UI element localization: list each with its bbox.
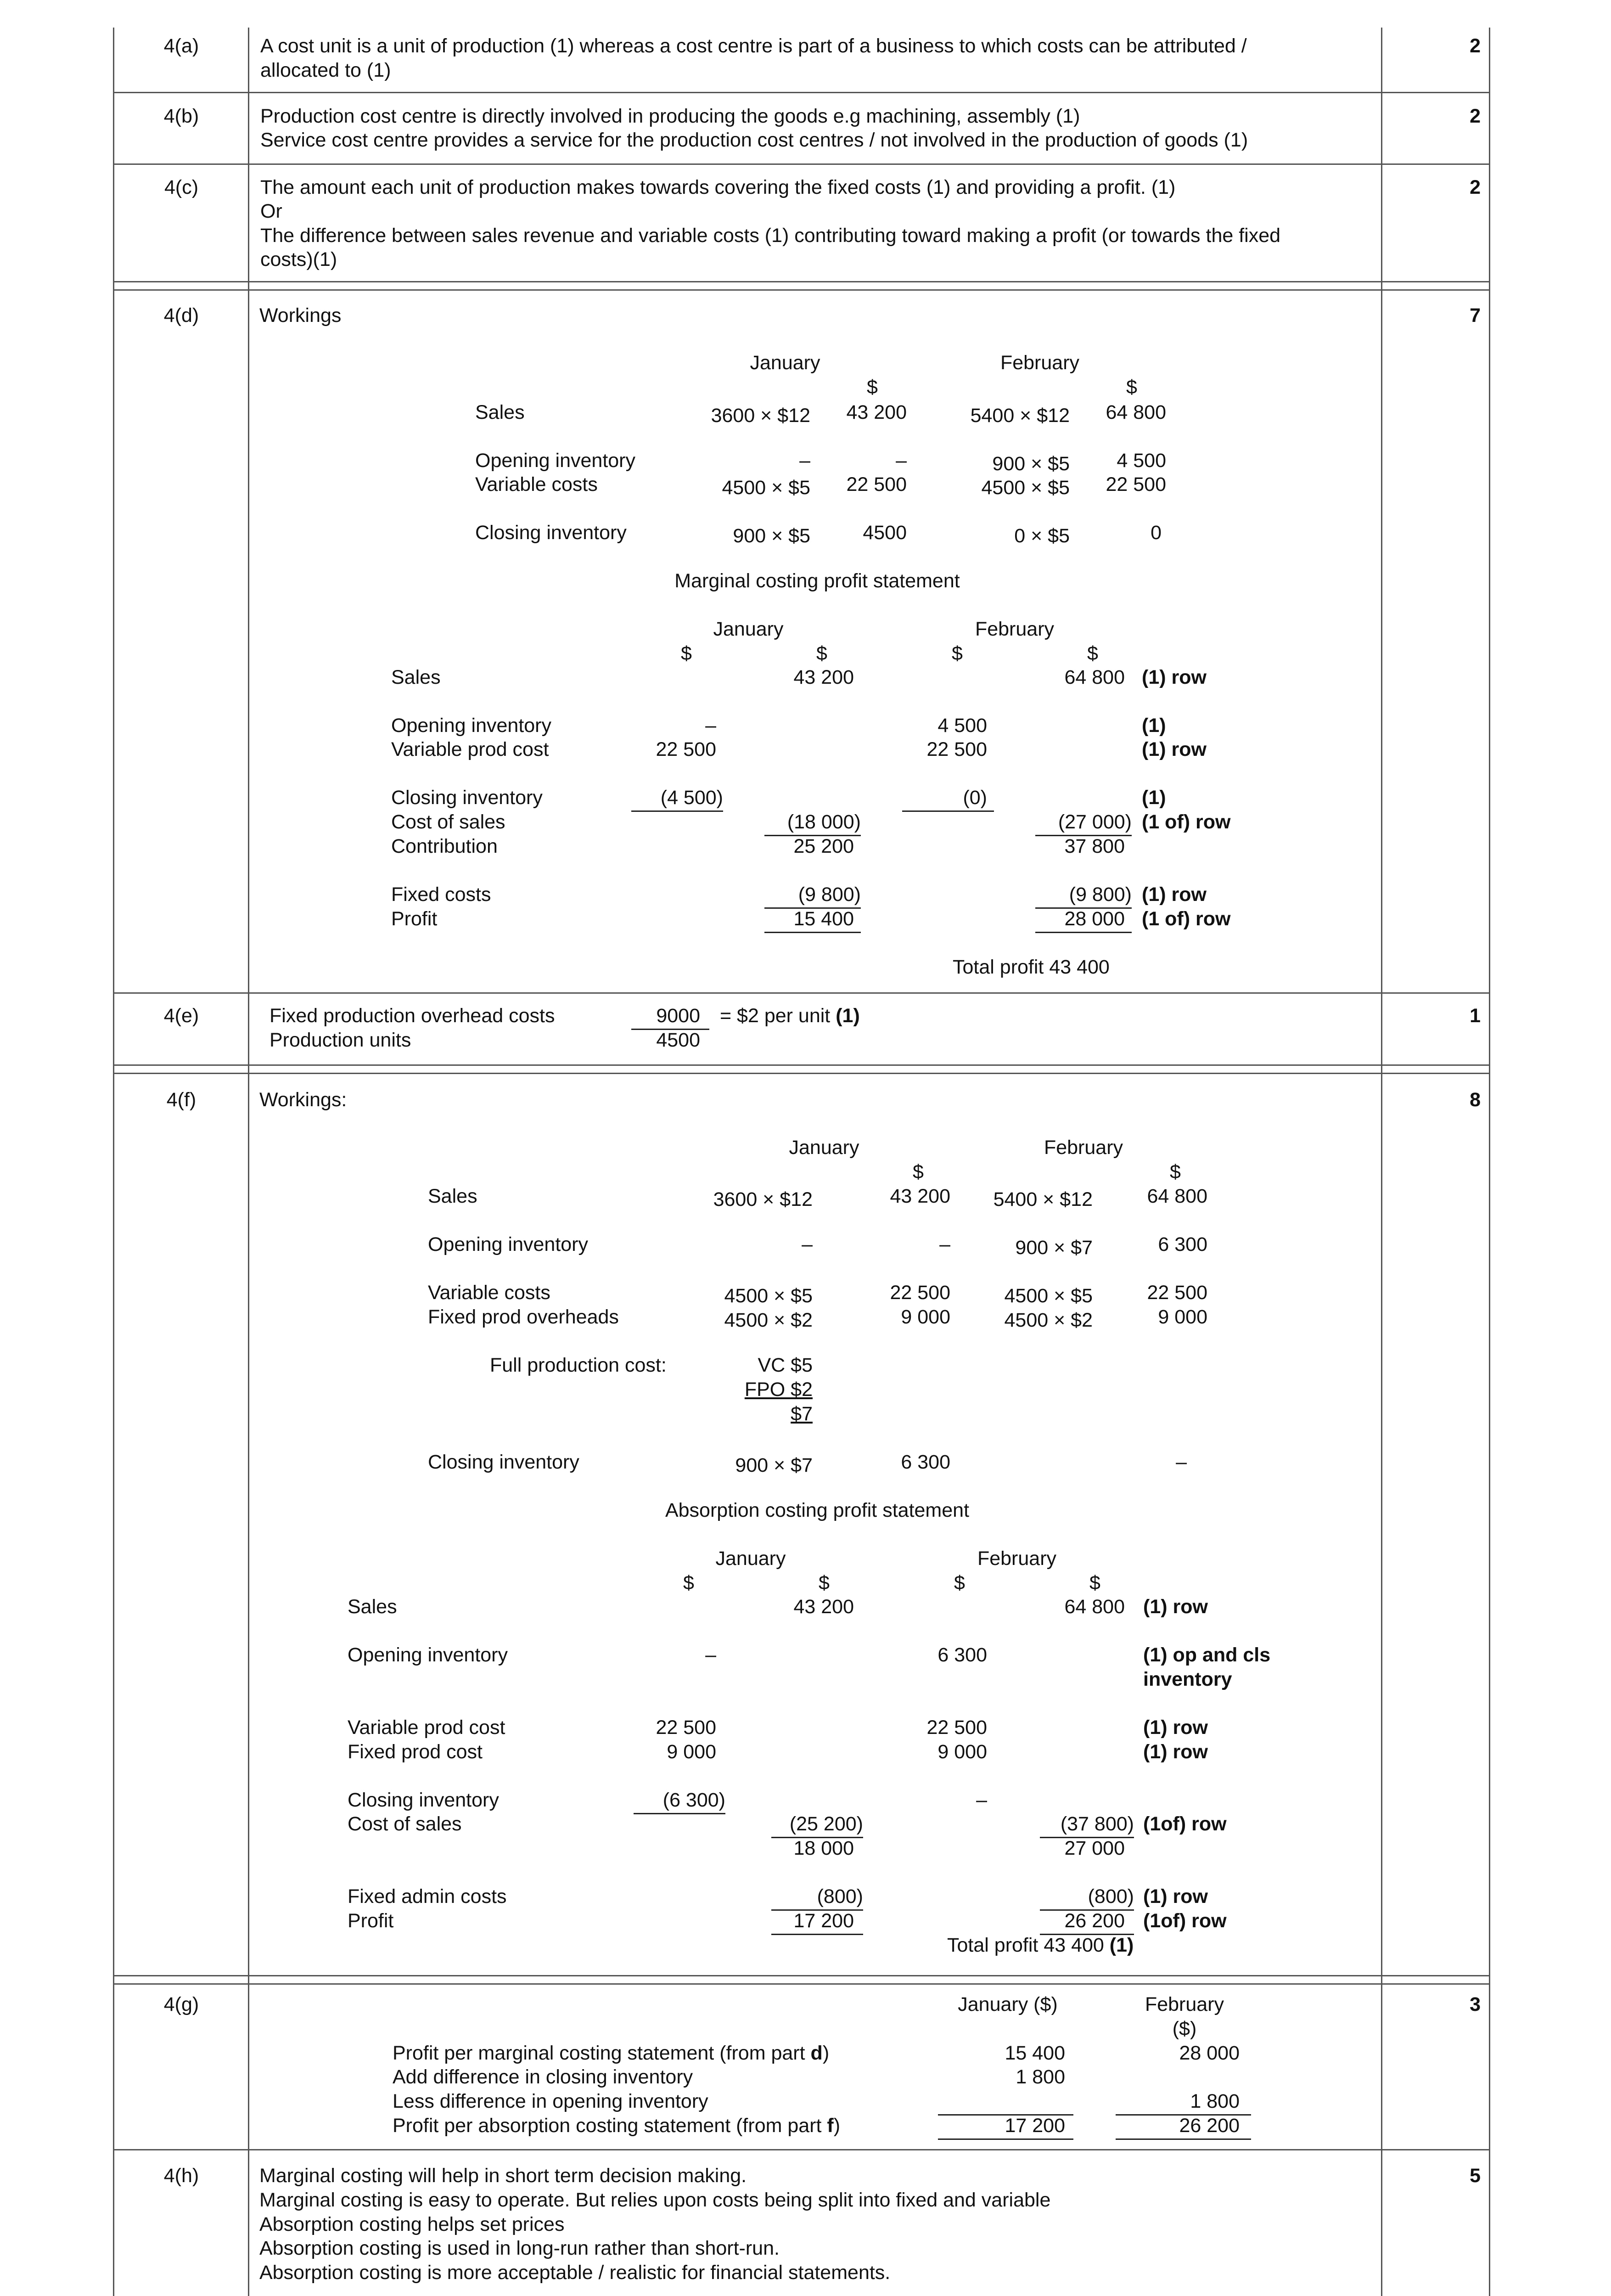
reconciliation-row: Less difference in opening inventory [393, 2090, 708, 2112]
mark-annotation: inventory [1143, 1668, 1232, 1690]
row-label: Fixed costs [391, 884, 491, 906]
row-divider [113, 289, 1490, 291]
value-cell: 0 [1151, 522, 1162, 544]
col-header-february: ($) [1172, 2018, 1197, 2040]
underline [771, 1934, 863, 1935]
total-profit: Total profit 43 400 [953, 956, 1110, 978]
currency-symbol: $ [954, 1572, 965, 1594]
value-cell: 64 800 [1106, 401, 1166, 423]
calc-cell: – [799, 450, 810, 472]
value-cell: 22 500 [890, 1282, 950, 1304]
row-label: Closing inventory [428, 1451, 579, 1473]
statement-title: Absorption costing profit statement [665, 1499, 970, 1521]
value-cell: 22 500 [656, 1716, 716, 1739]
answer-text: Absorption costing is more acceptable / realistic for financial statements. [259, 2262, 891, 2284]
currency-symbol: $ [1170, 1161, 1181, 1183]
value-cell: 64 800 [1147, 1185, 1207, 1207]
value-cell: 1 800 [1190, 2090, 1240, 2112]
question-number: 4(e) [163, 1005, 199, 1027]
mark-annotation: (1) [1142, 715, 1166, 737]
col-divider-question [248, 28, 249, 2296]
value-cell: 18 000 [793, 1837, 854, 1859]
calc-cell: 5400 × $12 [970, 405, 1070, 427]
calc-cell: 900 × $7 [1015, 1237, 1093, 1259]
value-cell: 37 800 [1064, 835, 1125, 857]
underline [938, 2138, 1073, 2140]
outer-left-border [113, 28, 114, 2296]
answer-text: costs)(1) [260, 248, 337, 270]
mark-annotation: (1) row [1143, 1741, 1208, 1763]
value-cell: 28 000 [1179, 2042, 1240, 2064]
value-cell: 25 200 [793, 835, 854, 857]
value-cell: (25 200) [789, 1813, 863, 1835]
value-cell: – [939, 1233, 950, 1255]
marks-value: 5 [1470, 2165, 1481, 2187]
value-cell: (4 500) [660, 787, 723, 809]
value-cell: (18 000) [787, 811, 861, 833]
mark-annotation: (1) row [1143, 1885, 1208, 1908]
col-header-january: January [713, 618, 784, 640]
calc-cell: 4500 × $2 [1004, 1309, 1093, 1331]
calc-cell: 4500 × $2 [724, 1309, 813, 1331]
value-cell: – [1176, 1451, 1187, 1473]
mark-annotation: (1) row [1142, 884, 1207, 906]
question-number: 4(a) [163, 35, 199, 57]
numerator: 9000 [656, 1005, 700, 1027]
value-cell: 27 000 [1064, 1837, 1125, 1859]
calc-cell: 4500 × $5 [724, 1285, 813, 1307]
underline [631, 810, 723, 812]
row-label: Profit [391, 908, 438, 930]
answer-text: The difference between sales revenue and variable costs (1) contributing toward making a profit (or towards the fixed [260, 225, 1281, 247]
row-label: Sales [428, 1185, 477, 1207]
denominator: 4500 [656, 1029, 700, 1051]
value-cell: – [896, 450, 907, 472]
mark-annotation: (1 of) row [1142, 811, 1231, 833]
answer-text: allocated to (1) [260, 59, 391, 81]
currency-symbol: $ [952, 642, 963, 664]
mark-annotation: (1) op and cls [1143, 1644, 1271, 1666]
workings-heading: Workings [259, 304, 342, 326]
value-cell: 4500 [863, 522, 907, 544]
row-divider [113, 92, 1490, 93]
value-cell: 9 000 [667, 1741, 716, 1763]
marks-value: 7 [1470, 304, 1481, 326]
value-cell: 22 500 [926, 1716, 987, 1739]
reconciliation-row: Add difference in closing inventory [393, 2066, 693, 2088]
total-profit: Total profit 43 400 (1) [947, 1934, 1134, 1956]
row-label: Opening inventory [428, 1233, 588, 1255]
value-cell: 28 000 [1064, 908, 1125, 930]
marks-value: 1 [1470, 1005, 1481, 1027]
col-header-january: January ($) [958, 1993, 1058, 2015]
currency-symbol: $ [867, 376, 878, 398]
value-cell: 4 500 [937, 715, 987, 737]
value-cell: 15 400 [793, 908, 854, 930]
value-cell: 1 800 [1016, 2066, 1065, 2088]
cost-breakdown: FPO $2 [744, 1379, 813, 1401]
row-label: Opening inventory [391, 715, 551, 737]
row-label: Sales [348, 1596, 397, 1618]
mark-annotation: (1) row [1143, 1716, 1208, 1739]
mark-annotation: (1) row [1142, 666, 1207, 688]
value-cell: (0) [963, 787, 987, 809]
answer-text: Absorption costing helps set prices [259, 2213, 565, 2235]
cost-breakdown: $7 [791, 1403, 813, 1425]
row-label: Closing inventory [391, 787, 543, 809]
calc-cell: 0 × $5 [1014, 525, 1070, 547]
row-label: Cost of sales [348, 1813, 462, 1835]
value-cell: (9 800) [1069, 884, 1132, 906]
row-label: Variable costs [475, 473, 598, 495]
value-cell: 15 400 [1005, 2042, 1065, 2064]
mark-annotation: (1of) row [1143, 1910, 1227, 1932]
answer-text: Marginal costing will help in short term decision making. [259, 2165, 747, 2187]
row-label: Cost of sales [391, 811, 505, 833]
col-header-february: February [1000, 352, 1080, 374]
question-number: 4(d) [163, 304, 199, 326]
value-cell: 6 300 [901, 1451, 950, 1473]
mark-annotation: (1 of) row [1142, 908, 1231, 930]
answer-text: Marginal costing is easy to operate. But relies upon costs being split into fixed and variable [259, 2189, 1051, 2211]
underline [1116, 2138, 1251, 2140]
row-label: Fixed admin costs [348, 1885, 507, 1908]
value-cell: 26 200 [1179, 2115, 1240, 2137]
col-header-february: February [977, 1548, 1057, 1570]
currency-symbol: $ [816, 642, 827, 664]
question-number: 4(c) [164, 176, 199, 198]
marks-value: 2 [1470, 35, 1481, 57]
row-label: Profit [348, 1910, 394, 1932]
row-divider [113, 2149, 1490, 2150]
row-divider [113, 1064, 1490, 1066]
value-cell: 22 500 [656, 738, 716, 760]
cost-breakdown: VC $5 [758, 1354, 813, 1376]
row-label: Sales [475, 401, 525, 423]
currency-symbol: $ [683, 1572, 694, 1594]
answer-text: Or [260, 200, 282, 222]
col-header-february: February [1145, 1993, 1224, 2015]
row-label: Opening inventory [348, 1644, 508, 1666]
row-divider [113, 1975, 1490, 1976]
value-cell: 6 300 [937, 1644, 987, 1666]
col-header-january: January [750, 352, 820, 374]
underline [902, 810, 994, 812]
full-production-cost-label: Full production cost: [490, 1354, 667, 1376]
value-cell: – [705, 715, 716, 737]
formula-label: Production units [269, 1029, 411, 1051]
mark-annotation: (1of) row [1143, 1813, 1227, 1835]
value-cell: 17 200 [1005, 2115, 1065, 2137]
value-cell: – [705, 1644, 716, 1666]
calc-cell: – [802, 1233, 813, 1255]
value-cell: (800) [1088, 1885, 1134, 1908]
col-header-february: February [1044, 1137, 1123, 1159]
col-header-february: February [975, 618, 1055, 640]
value-cell: (800) [817, 1885, 863, 1908]
value-cell: 6 300 [1158, 1233, 1207, 1255]
currency-symbol: $ [819, 1572, 830, 1594]
value-cell: 4 500 [1117, 450, 1166, 472]
value-cell: (37 800) [1060, 1813, 1134, 1835]
calc-cell: 3600 × $12 [713, 1188, 813, 1210]
value-cell: (9 800) [798, 884, 861, 906]
value-cell: 22 500 [926, 738, 987, 760]
marks-value: 3 [1470, 1993, 1481, 2015]
col-header-january: January [789, 1137, 859, 1159]
calc-cell: 5400 × $12 [993, 1188, 1093, 1210]
value-cell: – [976, 1789, 987, 1811]
formula-result: = $2 per unit (1) [720, 1005, 860, 1027]
formula-label: Fixed production overhead costs [269, 1005, 555, 1027]
value-cell: 9 000 [937, 1741, 987, 1763]
question-number: 4(g) [163, 1993, 199, 2015]
mark-annotation: (1) [1142, 787, 1166, 809]
calc-cell: 4500 × $5 [1004, 1285, 1093, 1307]
row-label: Variable costs [428, 1282, 550, 1304]
value-cell: (6 300) [662, 1789, 725, 1811]
value-cell: 22 500 [1147, 1282, 1207, 1304]
row-label: Variable prod cost [348, 1716, 505, 1739]
value-cell: 43 200 [793, 666, 854, 688]
reconciliation-row: Profit per marginal costing statement (from part d) [393, 2042, 830, 2064]
value-cell: 64 800 [1064, 1596, 1125, 1618]
row-divider [113, 1073, 1490, 1074]
marks-value: 8 [1470, 1089, 1481, 1111]
calc-cell: 4500 × $5 [722, 477, 810, 499]
outer-right-border [1489, 28, 1490, 2296]
row-divider [113, 281, 1490, 282]
question-number: 4(b) [163, 105, 199, 127]
calc-cell: 900 × $7 [735, 1454, 813, 1476]
value-cell: 9 000 [1158, 1306, 1207, 1328]
row-divider [113, 163, 1490, 165]
reconciliation-row: Profit per absorption costing statement (from part f) [393, 2115, 841, 2137]
workings-heading: Workings: [259, 1089, 347, 1111]
value-cell: 22 500 [1106, 473, 1166, 495]
currency-symbol: $ [1126, 376, 1137, 398]
answer-text: Service cost centre provides a service for the production cost centres / not involved in the production of goods (1) [260, 129, 1248, 151]
value-cell: 17 200 [793, 1910, 854, 1932]
underline [634, 1813, 725, 1814]
row-label: Fixed prod cost [348, 1741, 483, 1763]
answer-text: A cost unit is a unit of production (1) whereas a cost centre is part of a business to which costs can be attributed / [260, 35, 1247, 57]
statement-title: Marginal costing profit statement [674, 570, 960, 592]
row-divider [113, 992, 1490, 994]
currency-symbol: $ [913, 1161, 924, 1183]
row-label: Contribution [391, 835, 498, 857]
answer-text: Absorption costing is used in long-run rather than short-run. [259, 2237, 780, 2259]
row-label: Sales [391, 666, 441, 688]
row-label: Variable prod cost [391, 738, 549, 760]
row-divider [113, 1983, 1490, 1985]
value-cell: 43 200 [890, 1185, 950, 1207]
calc-cell: 4500 × $5 [981, 477, 1070, 499]
value-cell: 64 800 [1064, 666, 1125, 688]
calc-cell: 900 × $5 [733, 525, 810, 547]
value-cell: 26 200 [1064, 1910, 1125, 1932]
col-header-january: January [715, 1548, 786, 1570]
answer-text: The amount each unit of production makes towards covering the fixed costs (1) and providing a profit. (1) [260, 176, 1176, 198]
currency-symbol: $ [1089, 1572, 1100, 1594]
calc-cell: 3600 × $12 [711, 405, 810, 427]
row-label: Opening inventory [475, 450, 635, 472]
mark-annotation: (1) row [1143, 1596, 1208, 1618]
value-cell: (27 000) [1058, 811, 1132, 833]
marks-value: 2 [1470, 105, 1481, 127]
currency-symbol: $ [681, 642, 692, 664]
value-cell: 43 200 [846, 401, 907, 423]
row-label: Fixed prod overheads [428, 1306, 619, 1328]
row-label: Closing inventory [348, 1789, 499, 1811]
col-divider-marks [1381, 28, 1382, 2296]
row-label: Closing inventory [475, 522, 627, 544]
marks-value: 2 [1470, 176, 1481, 198]
underline [1035, 932, 1132, 933]
question-number: 4(h) [163, 2165, 199, 2187]
underline [764, 932, 861, 933]
calc-cell: 900 × $5 [992, 453, 1070, 475]
mark-annotation: (1) row [1142, 738, 1207, 760]
question-number: 4(f) [166, 1089, 196, 1111]
value-cell: 22 500 [846, 473, 907, 495]
answer-text: Production cost centre is directly involved in producing the goods e.g machining, assembly (1) [260, 105, 1080, 127]
value-cell: 9 000 [901, 1306, 950, 1328]
currency-symbol: $ [1087, 642, 1098, 664]
value-cell: 43 200 [793, 1596, 854, 1618]
